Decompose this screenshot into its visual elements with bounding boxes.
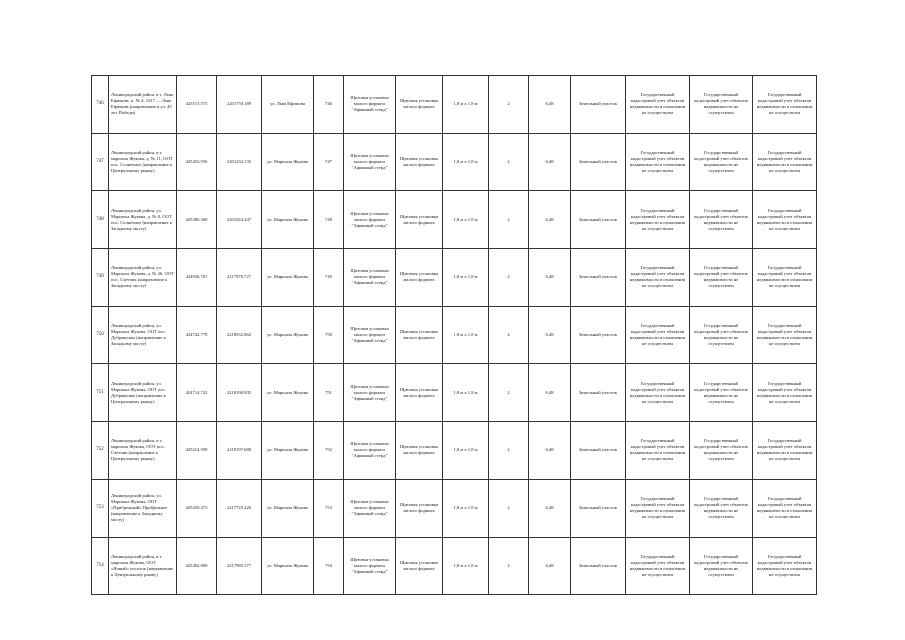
cell-coord-x: 424742.778 <box>177 306 217 364</box>
cell-area: 6,48 <box>529 422 571 480</box>
cell-id: 752 <box>314 422 344 480</box>
cell-address: Ленинградский район, ул. Маршала Жукова, ООТ «Прибрежный» Прибрежное (направление к Западному мосту) <box>109 479 177 537</box>
cell-size: 1,8 м х 1,8 м <box>443 191 489 249</box>
cell-number: 753 <box>92 479 109 537</box>
cell-sides: 2 <box>489 364 529 422</box>
registry-rows <box>92 76 817 595</box>
cell-kind: Щитовая установка малого формата <box>396 422 443 480</box>
cell-ownership-3: Государственный кадастровый учет объектов недвижимости в отношении не осуществлен <box>753 76 817 134</box>
cell-type: Щитовая установка малого формата "Афишный стенд" <box>344 364 396 422</box>
table-row <box>92 422 817 480</box>
cell-sides: 2 <box>489 306 529 364</box>
cell-land: Земельный участок <box>571 422 626 480</box>
cell-coord-y: 2218932.862 <box>217 306 262 364</box>
cell-coord-x: 424714.722 <box>177 364 217 422</box>
cell-area: 6,48 <box>529 249 571 307</box>
cell-area: 6,48 <box>529 364 571 422</box>
table-row <box>92 479 817 537</box>
cell-id: 746 <box>314 76 344 134</box>
cell-number: 752 <box>92 422 109 480</box>
cell-area: 6,48 <box>529 133 571 191</box>
cell-sides: 2 <box>489 537 529 595</box>
cell-number: 750 <box>92 306 109 364</box>
cell-address: Ленинградский район, ул. Маршала Жукова, д. № 8, ООТ пос. Солнечное (направление к Западному мосту) <box>109 191 177 249</box>
cell-ownership-1: Государственный кадастровый учет объектов недвижимости в отношении не осуществлен <box>626 249 690 307</box>
cell-size: 1,8 м х 1,8 м <box>443 306 489 364</box>
table-row <box>92 249 817 307</box>
cell-ownership-2: Государственный кадастровый учет объектов недвижимости не осуществлен <box>690 133 753 191</box>
cell-address: Ленинградский район, в т. Льва Ефимова, п. № 4, 1017 — Льва Ефимова (направление к ул. 45 лет Победы) <box>109 76 177 134</box>
cell-ownership-2: Государственный кадастровый учет объектов недвижимости не осуществлен <box>690 537 753 595</box>
cell-address: Ленинградский район, в т. маршала Жукова, ООТ «Новый» поселок (направление к Центральному рынку) <box>109 537 177 595</box>
cell-sides: 2 <box>489 249 529 307</box>
cell-address: Ленинградский район, ул. Маршала Жукова, д. № 26, ООТ пос. Счётчик (направление к Западному мосту) <box>109 249 177 307</box>
cell-kind: Щитовая установка малого формата <box>396 249 443 307</box>
cell-type: Щитовая установка малого формата "Афишный стенд" <box>344 133 396 191</box>
cell-area: 6,48 <box>529 479 571 537</box>
cell-land: Земельный участок <box>571 364 626 422</box>
cell-sides: 2 <box>489 422 529 480</box>
cell-land: Земельный участок <box>571 133 626 191</box>
cell-size: 1,8 м х 1,8 м <box>443 76 489 134</box>
cell-sides: 2 <box>489 76 529 134</box>
cell-id: 747 <box>314 133 344 191</box>
cell-street: ул. Маршала Жукова <box>262 479 314 537</box>
cell-land: Земельный участок <box>571 76 626 134</box>
cell-number: 751 <box>92 364 109 422</box>
cell-land: Земельный участок <box>571 191 626 249</box>
cell-land: Земельный участок <box>571 537 626 595</box>
cell-ownership-2: Государственный кадастровый учет объектов недвижимости не осуществлен <box>690 76 753 134</box>
cell-street: ул. Маршала Жукова <box>262 249 314 307</box>
cell-type: Щитовая установка малого формата "Афишный стенд" <box>344 191 396 249</box>
cell-ownership-3: Государственный кадастровый учет объектов недвижимости в отношении не осуществлен <box>753 422 817 480</box>
cell-ownership-2: Государственный кадастровый учет объектов недвижимости не осуществлен <box>690 191 753 249</box>
cell-kind: Щитовая установка малого формата <box>396 306 443 364</box>
cell-area: 6,48 <box>529 537 571 595</box>
cell-address: Ленинградский район, ул. Маршала Жукова, ООТ пос. Дубравушка (направление к Западному мосту) <box>109 306 177 364</box>
table-row <box>92 537 817 595</box>
cell-id: 748 <box>314 191 344 249</box>
cell-sides: 2 <box>489 133 529 191</box>
cell-ownership-3: Государственный кадастровый учет объектов недвижимости в отношении не осуществлен <box>753 537 817 595</box>
cell-number: 747 <box>92 133 109 191</box>
cell-coord-x: 425214.599 <box>177 422 217 480</box>
cell-coord-x: 424936.701 <box>177 249 217 307</box>
cell-type: Щитовая установка малого формата "Афишный стенд" <box>344 422 396 480</box>
cell-size: 1,8 м х 1,8 м <box>443 364 489 422</box>
cell-ownership-2: Государственный кадастровый учет объектов недвижимости не осуществлен <box>690 249 753 307</box>
cell-coord-y: 2218190.835 <box>217 364 262 422</box>
cell-kind: Щитовая установка малого формата <box>396 537 443 595</box>
table-row <box>92 306 817 364</box>
cell-area: 6,48 <box>529 191 571 249</box>
cell-coord-y: 2201024.247 <box>217 191 262 249</box>
cell-kind: Щитовая установка малого формата <box>396 364 443 422</box>
cell-address: Ленинградский район, в т. маршала Жукова, д. № 11, ООТ пос. Солнечное (направление к Центральному рынку) <box>109 133 177 191</box>
cell-id: 753 <box>314 479 344 537</box>
cell-type: Щитовая установка малого формата "Афишный стенд" <box>344 479 396 537</box>
cell-ownership-3: Государственный кадастровый учет объектов недвижимости в отношении не осуществлен <box>753 479 817 537</box>
cell-coord-x: 425453.556 <box>177 133 217 191</box>
cell-sides: 2 <box>489 479 529 537</box>
cell-ownership-3: Государственный кадастровый учет объектов недвижимости в отношении не осуществлен <box>753 364 817 422</box>
cell-land: Земельный участок <box>571 306 626 364</box>
cell-number: 746 <box>92 76 109 134</box>
cell-kind: Щитовая установка малого формата <box>396 133 443 191</box>
cell-coord-x: 425386.369 <box>177 191 217 249</box>
cell-coord-y: 2201232.135 <box>217 133 262 191</box>
cell-land: Земельный участок <box>571 479 626 537</box>
cell-size: 1,8 м х 1,8 м <box>443 422 489 480</box>
cell-area: 6,48 <box>529 306 571 364</box>
cell-type: Щитовая установка малого формата "Афишный стенд" <box>344 537 396 595</box>
cell-ownership-1: Государственный кадастровый учет объектов недвижимости в отношении не осуществлен <box>626 191 690 249</box>
table-row <box>92 133 817 191</box>
cell-street: ул. Льва Ефимова <box>262 76 314 134</box>
cell-number: 749 <box>92 249 109 307</box>
cell-ownership-3: Государственный кадастровый учет объектов недвижимости в отношении не осуществлен <box>753 133 817 191</box>
cell-coord-x: 425250.473 <box>177 479 217 537</box>
cell-size: 1,8 м х 1,8 м <box>443 479 489 537</box>
cell-id: 754 <box>314 537 344 595</box>
cell-number: 754 <box>92 537 109 595</box>
cell-coord-y: 2217985.577 <box>217 537 262 595</box>
cell-kind: Щитовая установка малого формата <box>396 191 443 249</box>
cell-address: Ленинградский район, в т. маршала Жукова, ООТ пос. Счётчик (направление к Центральному рынку) <box>109 422 177 480</box>
cell-ownership-3: Государственный кадастровый учет объектов недвижимости в отношении не осуществлен <box>753 191 817 249</box>
cell-size: 1,8 м х 1,8 м <box>443 133 489 191</box>
cell-ownership-1: Государственный кадастровый учет объектов недвижимости в отношении не осуществлен <box>626 364 690 422</box>
cell-coord-y: 2217970.727 <box>217 249 262 307</box>
cell-ownership-2: Государственный кадастровый учет объектов недвижимости не осуществлен <box>690 306 753 364</box>
cell-ownership-2: Государственный кадастровый учет объектов недвижимости не осуществлен <box>690 364 753 422</box>
cell-kind: Щитовая установка малого формата <box>396 479 443 537</box>
cell-street: ул. Маршала Жукова <box>262 422 314 480</box>
cell-ownership-2: Государственный кадастровый учет объектов недвижимости не осуществлен <box>690 479 753 537</box>
cell-ownership-1: Государственный кадастровый учет объектов недвижимости в отношении не осуществлен <box>626 76 690 134</box>
cell-ownership-1: Государственный кадастровый учет объектов недвижимости в отношении не осуществлен <box>626 306 690 364</box>
cell-type: Щитовая установка малого формата "Афишный стенд" <box>344 306 396 364</box>
cell-number: 748 <box>92 191 109 249</box>
cell-ownership-3: Государственный кадастровый учет объектов недвижимости в отношении не осуществлен <box>753 306 817 364</box>
cell-coord-y: 2217725.226 <box>217 479 262 537</box>
table-row <box>92 76 817 134</box>
cell-street: ул. Маршала Жукова <box>262 133 314 191</box>
cell-ownership-3: Государственный кадастровый учет объектов недвижимости в отношении не осуществлен <box>753 249 817 307</box>
cell-kind: Щитовая установка малого формата <box>396 76 443 134</box>
cell-id: 751 <box>314 364 344 422</box>
table-row <box>92 191 817 249</box>
cell-type: Щитовая установка малого формата "Афишный стенд" <box>344 76 396 134</box>
cell-coord-x: 425492.900 <box>177 537 217 595</box>
cell-street: ул. Маршала Жукова <box>262 306 314 364</box>
cell-type: Щитовая установка малого формата "Афишный стенд" <box>344 249 396 307</box>
cell-street: ул. Маршала Жукова <box>262 537 314 595</box>
registry-table <box>91 75 817 595</box>
cell-street: ул. Маршала Жукова <box>262 191 314 249</box>
cell-size: 1,8 м х 1,8 м <box>443 249 489 307</box>
cell-ownership-1: Государственный кадастровый учет объектов недвижимости в отношении не осуществлен <box>626 133 690 191</box>
cell-id: 749 <box>314 249 344 307</box>
cell-id: 750 <box>314 306 344 364</box>
cell-coord-x: 425513.575 <box>177 76 217 134</box>
cell-land: Земельный участок <box>571 249 626 307</box>
cell-coord-y: 2218197.680 <box>217 422 262 480</box>
cell-ownership-1: Государственный кадастровый учет объектов недвижимости в отношении не осуществлен <box>626 479 690 537</box>
cell-area: 6,48 <box>529 76 571 134</box>
cell-street: ул. Маршала Жукова <box>262 364 314 422</box>
cell-coord-y: 2201750.189 <box>217 76 262 134</box>
cell-address: Ленинградский район, ул. Маршала Жукова, ООТ пос. Дубравушка (направление к Центральному рынку) <box>109 364 177 422</box>
cell-ownership-1: Государственный кадастровый учет объектов недвижимости в отношении не осуществлен <box>626 422 690 480</box>
cell-size: 1,8 м х 1,8 м <box>443 537 489 595</box>
cell-ownership-2: Государственный кадастровый учет объектов недвижимости не осуществлен <box>690 422 753 480</box>
cell-ownership-1: Государственный кадастровый учет объектов недвижимости в отношении не осуществлен <box>626 537 690 595</box>
table-row <box>92 364 817 422</box>
cell-sides: 2 <box>489 191 529 249</box>
